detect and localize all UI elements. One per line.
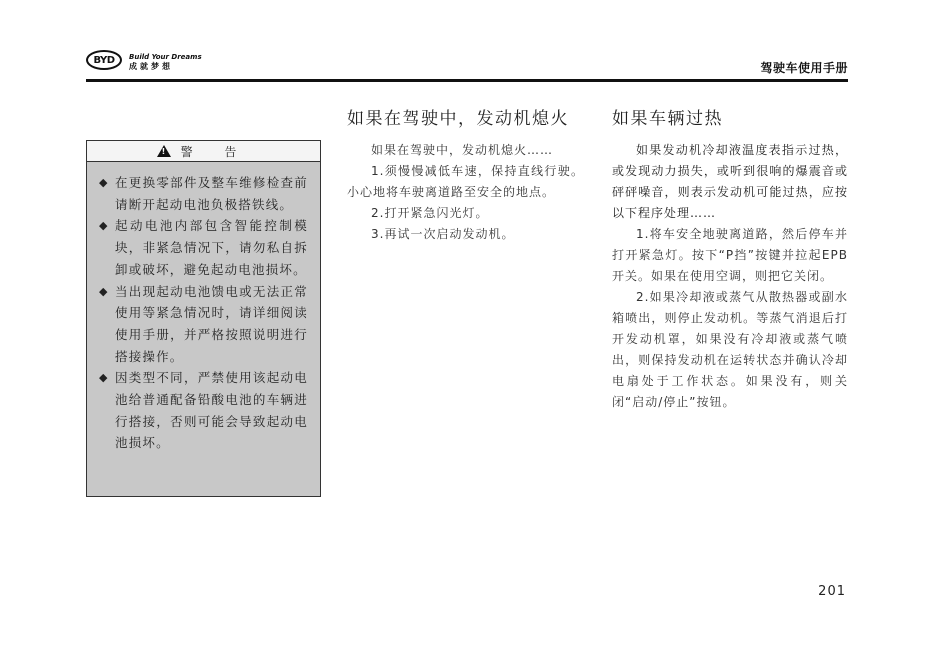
stall-step: 3.再试一次启动发动机。 — [371, 227, 515, 241]
overheat-step: 2.如果冷却液或蒸气从散热器或副水箱喷出，则停止发动机。等蒸气消退后打开发动机罩，如果没有冷却液或蒸气喷出，则保持发动机在运转状态并确认冷却电扇处于工作状态。如果没有，则关闭“启动/停止”按钮。 — [612, 290, 848, 409]
stall-step: 2.打开紧急闪光灯。 — [371, 206, 489, 220]
warning-header — [87, 141, 320, 162]
slogan-chinese: 成就梦想 — [129, 62, 173, 71]
brand-slogan — [129, 52, 202, 72]
stall-paragraph: 如果在驾驶中，发动机熄火…… — [371, 143, 554, 157]
warning-list — [87, 162, 320, 454]
page-number: 201 — [818, 584, 846, 599]
warning-item: ◆ 在更换零部件及整车维修检查前请断开起动电池负极搭铁线。 — [99, 172, 308, 215]
warning-item: ◆ 因类型不同，严禁使用该起动电池给普通配备铅酸电池的车辆进行搭接，否则可能会导致起动电池损坏。 — [99, 367, 308, 454]
warning-item: ◆ 起动电池内部包含智能控制模块，非紧急情况下，请勿私自拆卸或破坏，避免起动电池损坏。 — [99, 215, 308, 280]
warning-triangle-icon — [157, 145, 171, 157]
overheat-step: 1.将车安全地驶离道路，然后停车并打开紧急灯。按下“P挡”按键并拉起EPB开关。如果在使用空调，则把它关闭。 — [612, 227, 848, 283]
stall-section-body — [347, 140, 584, 245]
warning-box — [86, 140, 321, 497]
warning-item: ◆ 当出现起动电池馈电或无法正常使用等紧急情况时，请详细阅读使用手册，并严格按照说明进行搭接操作。 — [99, 281, 308, 368]
slogan-english: Build Your Dreams — [129, 53, 202, 61]
manual-title: 驾驶车使用手册 — [760, 61, 848, 75]
warning-title: 警 告 — [180, 144, 251, 159]
byd-logo: BYD — [86, 50, 122, 70]
overheat-section-body — [612, 140, 848, 413]
stall-step: 1.须慢慢减低车速，保持直线行驶。小心地将车驶离道路至安全的地点。 — [347, 164, 584, 199]
overheat-intro: 如果发动机冷却液温度表指示过热，或发现动力损失，或听到很响的爆震音或砰砰噪音，则表示发动机可能过热，应按以下程序处理…… — [612, 143, 848, 220]
header-rule — [86, 79, 848, 82]
overheat-section-title: 如果车辆过热 — [612, 109, 723, 129]
page-header — [86, 44, 848, 80]
stall-section-title: 如果在驾驶中，发动机熄火 — [347, 109, 569, 129]
